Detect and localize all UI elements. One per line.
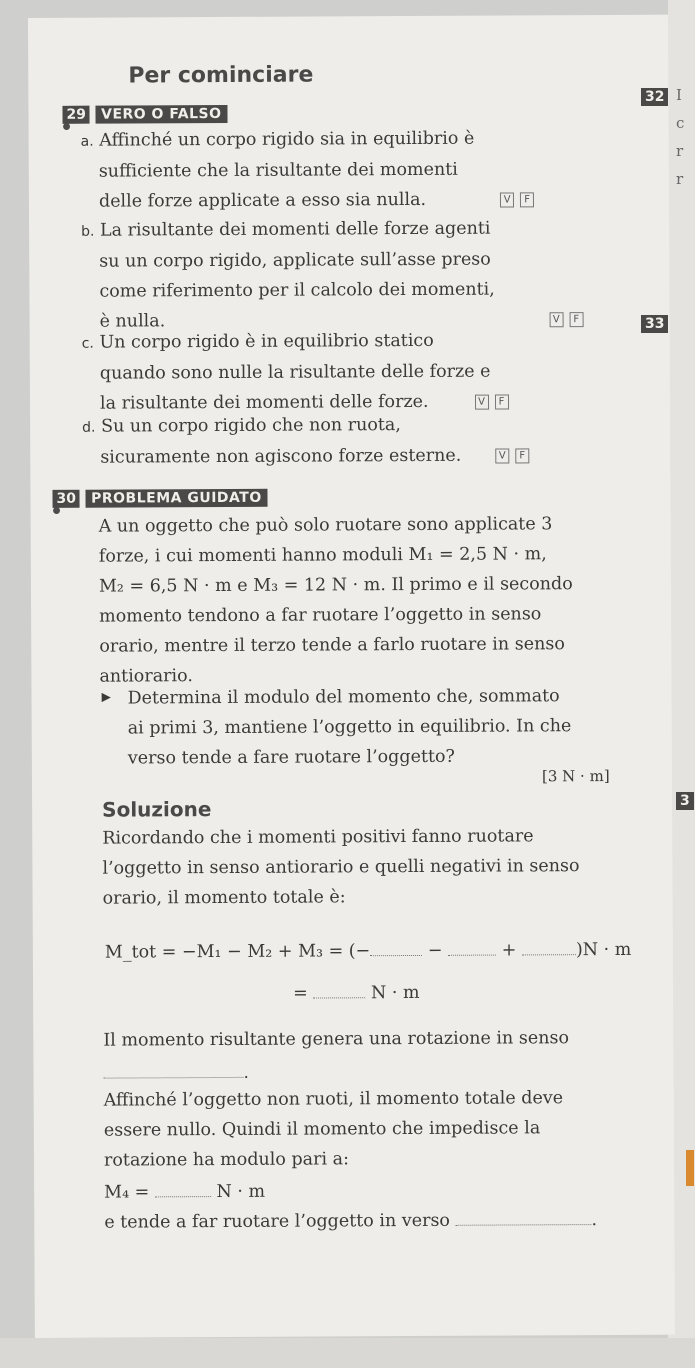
item-text: Un corpo rigido è in equilibrio statico — [99, 330, 434, 353]
item-text: come riferimento per il calcolo dei momenti, — [99, 279, 495, 302]
difficulty-dot: ● — [52, 505, 61, 516]
side-letter: c — [676, 114, 685, 132]
item-text: Su un corpo rigido che non ruota, — [101, 415, 401, 437]
ex29-number: 29 — [62, 106, 90, 124]
text-line: forze, i cui momenti hanno moduli M₁ = 2,5 N · m, — [98, 544, 547, 567]
true-checkbox[interactable]: V — [495, 448, 509, 463]
blank-m1[interactable] — [370, 955, 422, 956]
rotation-line: Il momento risultante genera una rotazione in senso — [103, 1028, 570, 1051]
blank-m2[interactable] — [448, 955, 496, 956]
item-letter: c. — [81, 335, 94, 352]
text-line: momento tendono a far ruotare l’oggetto in senso — [99, 604, 542, 627]
solution-title: Soluzione — [102, 797, 212, 822]
item-text: quando sono nulle la risultante delle forze e — [99, 361, 491, 384]
false-checkbox[interactable]: F — [495, 394, 509, 409]
true-checkbox[interactable]: V — [475, 395, 489, 410]
difficulty-dot: ● — [62, 121, 71, 132]
ex29-item-a — [81, 123, 535, 216]
item-text: Affinché un corpo rigido sia in equilibrio è — [99, 128, 475, 151]
task-line: ai primi 3, mantiene l’oggetto in equilibrio. In che — [127, 716, 572, 739]
direction-line: e tende a far ruotare l’oggetto in verso . — [104, 1210, 598, 1233]
text-line: A un oggetto che può solo ruotare sono applicate 3 — [98, 514, 553, 537]
text-line: l’oggetto in senso antiorario e quelli negativi in senso — [102, 856, 580, 879]
arrow-icon: ▶ — [101, 689, 111, 704]
equation-lhs: M_tot = −M₁ − M₂ + M₃ = (− — [104, 941, 371, 963]
item-text: su un corpo rigido, applicate sull’asse preso — [99, 249, 491, 272]
item-text: delle forze applicate a esso sia nulla. — [98, 189, 427, 212]
item-text: la risultante dei momenti delle forze. — [99, 391, 429, 414]
true-checkbox[interactable]: V — [549, 312, 563, 327]
text-line: essere nullo. Quindi il momento che impedisce la — [103, 1118, 541, 1141]
side-letter: r — [676, 142, 684, 160]
ex33-marker — [641, 313, 668, 333]
task-line: verso tende a fare ruotare l’oggetto? — [127, 746, 455, 769]
m4-unit: N · m — [216, 1181, 266, 1203]
false-checkbox[interactable]: F — [515, 448, 529, 463]
equals-sign: = — [293, 983, 308, 1004]
equation-result — [293, 978, 420, 1009]
side-letter: r — [676, 170, 684, 188]
ex30-number: 30 — [52, 490, 80, 508]
item-text: è nulla. — [99, 311, 166, 332]
equation-total — [105, 935, 632, 968]
ex30-tag: PROBLEMA GUIDATO — [85, 489, 268, 508]
book-page — [28, 15, 675, 1338]
section-title: Per cominciare — [128, 62, 314, 89]
equation-m4 — [104, 1177, 265, 1208]
ex34-number: 3 — [676, 792, 694, 810]
item-text: sufficiente che la risultante dei momenti — [98, 159, 458, 182]
ex29-header — [62, 103, 227, 124]
solution-paragraph — [104, 1083, 564, 1175]
bottom-page-edge — [0, 1338, 695, 1368]
solution-text — [102, 821, 580, 913]
ex29-item-d — [82, 409, 529, 472]
ex30-answer: [3 N · m] — [541, 766, 610, 786]
ex29-item-c — [82, 325, 509, 418]
false-checkbox[interactable]: F — [520, 192, 534, 207]
text-line: orario, il momento totale è: — [102, 887, 346, 909]
direction-text: e tende a far ruotare l’oggetto in verso — [104, 1210, 450, 1233]
ex30-task — [127, 681, 571, 773]
item-letter: d. — [82, 419, 96, 436]
plus-sign: + — [501, 940, 517, 961]
item-letter: a. — [80, 133, 94, 150]
blank-m3[interactable] — [522, 954, 576, 955]
m4-label: M₄ = — [104, 1182, 150, 1203]
ex33-number: 33 — [641, 315, 668, 333]
blank-direction[interactable] — [456, 1224, 592, 1226]
ex29-tag: VERO O FALSO — [95, 105, 228, 124]
orange-tab-marker — [686, 1150, 694, 1186]
ex30-header — [52, 487, 267, 508]
text-line: antiorario. — [99, 666, 193, 687]
task-line: Determina il modulo del momento che, sommato — [127, 686, 560, 709]
item-text: sicuramente non agiscono forze esterne. — [100, 445, 462, 468]
ex32-marker — [641, 86, 668, 106]
equation-unit: )N · m — [575, 939, 632, 961]
ex29-item-b — [81, 213, 583, 337]
side-letter: I — [676, 86, 682, 104]
blank-mtot[interactable] — [313, 997, 365, 998]
ex30-text — [99, 509, 574, 691]
item-text: La risultante dei momenti delle forze agenti — [99, 218, 491, 241]
text-line: Ricordando che i momenti positivi fanno ruotare — [102, 826, 534, 849]
equation-unit: N · m — [370, 982, 420, 1004]
ex34-marker — [676, 790, 694, 810]
text-line: orario, mentre il terzo tende a farlo ruotare in senso — [99, 634, 565, 657]
text-line: rotazione ha modulo pari a: — [103, 1149, 350, 1171]
ex32-number: 32 — [641, 88, 668, 106]
item-letter: b. — [81, 223, 95, 240]
blank-m4[interactable] — [155, 1196, 211, 1197]
true-checkbox[interactable]: V — [500, 192, 514, 207]
text-line: M₂ = 6,5 N · m e M₃ = 12 N · m. Il primo e il secondo — [98, 574, 573, 597]
blank-rotation[interactable] — [104, 1077, 244, 1079]
minus-sign: − — [427, 940, 443, 961]
text-line: Affinché l’oggetto non ruoti, il momento totale deve — [103, 1088, 564, 1111]
false-checkbox[interactable]: F — [569, 312, 583, 327]
rotation-blank-row: . — [103, 1063, 249, 1084]
